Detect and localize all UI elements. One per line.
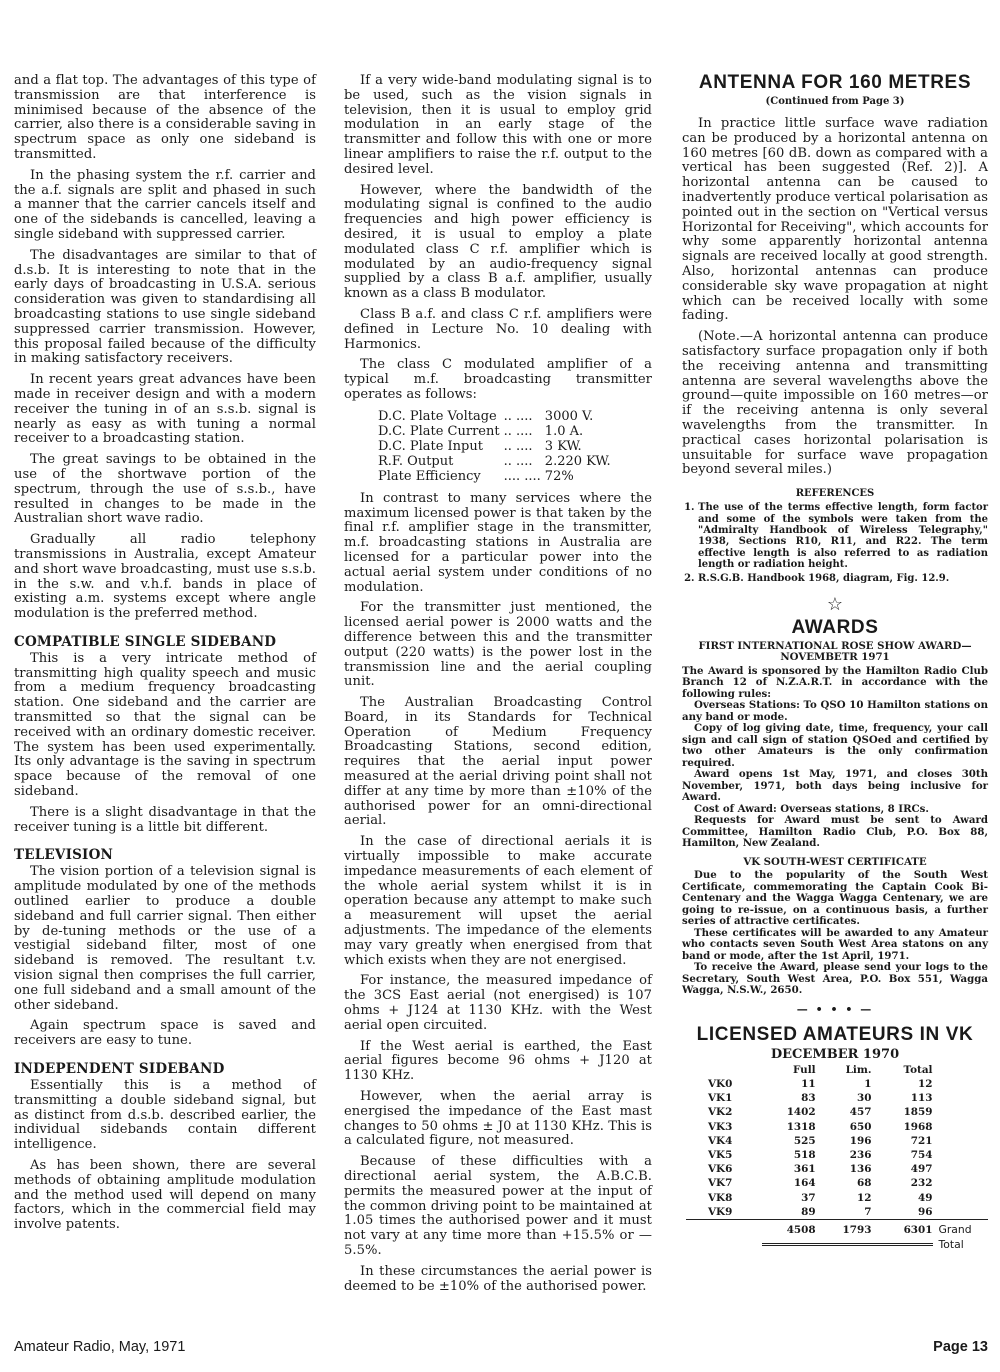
call-area: VK4	[708, 1134, 733, 1147]
total-count: 96	[918, 1205, 933, 1218]
paragraph: For the transmitter just mentioned, the licensed aerial power is 2000 watts and the difference between this and the transmitter output (220 watts) is the power lost in the transmission line and the aerial coupling unit.	[344, 600, 652, 690]
licensed-amateurs-date: DECEMBER 1970	[770, 1046, 900, 1062]
table-row	[686, 1176, 988, 1190]
award-paragraph: These certificates will be awarded to any Amateur who contacts seven South West Area statons on any band or mode, after the 1st April, 1971.	[682, 926, 988, 962]
award-south-west-title: VK SOUTH-WEST CERTIFICATE	[743, 855, 927, 868]
paragraph: In practice little surface wave radiation can be produced by a horizontal antenna on 160 metres [60 dB. down as compared with a vertical has been suggested (Ref. 2)]. A horizontal antenna can be caused to inadvertently produce vertical polarisation as pointed out in the section on "Vertical versus Horizontal for Receiving", which accounts for why some apparently horizontal antenna signals are received locally at good strength. Also, horizontal antennas can produce considerable sky wave propagation at night which can be received locally with some fading.	[682, 116, 988, 324]
full-count: 361	[793, 1163, 816, 1176]
spec-value: 1.0 A.	[544, 423, 584, 439]
award-paragraph: To receive the Award, please send your logs to the Secretary, South West Area, P.O. Box 551, Wagga Wagga, N.S.W., 2650.	[682, 961, 988, 997]
call-area: VK1	[708, 1092, 733, 1105]
spec-value: 2.220 KW.	[544, 453, 611, 469]
call-area: VK5	[708, 1149, 733, 1161]
spec-label: Plate Efficiency	[378, 468, 481, 484]
spec-label: R.F. Output	[378, 453, 454, 469]
spec-row	[378, 439, 615, 454]
award-paragraph: Requests for Award must be sent to Award Committee, Hamilton Radio Club, P.O. Box 88, Hamilton, New Zealand.	[682, 814, 988, 850]
spec-dots: .... ....	[503, 468, 541, 484]
paragraph: This is a very intricate method of transmitting high quality speech and music from a medium frequency broadcasting station. One sideband and the carrier are transmitted so that the signal can be received with an ordinary domestic receiver. The system has been used experimentally. Its only advantage is the saving in spectrum space because of the removal of one sideband.	[14, 650, 316, 800]
footer-page-number: Page 13	[933, 1339, 988, 1355]
grand-total-label: Total	[938, 1237, 964, 1251]
paragraph: However, where the bandwidth of the modulating signal is confined to the audio frequencies and high power efficiency is desired, it is usual to employ a plate modulated class C r.f. amplifier which is modulated by an audio-frequency signal supplied by a class B a.f. amplifier, usually known as a class B modulator.	[344, 182, 652, 302]
references-list	[682, 502, 988, 584]
paragraph: In these circumstances the aerial power is deemed to be ±10% of the authorised power.	[344, 1263, 652, 1294]
full-count: 89	[801, 1205, 816, 1218]
lim-count: 1	[864, 1078, 872, 1091]
star-icon: ☆	[826, 593, 844, 615]
lim-count: 7	[864, 1205, 872, 1218]
grand-total-lim: 1793	[816, 1219, 872, 1237]
spec-value: 3 KW.	[544, 438, 582, 454]
paragraph: There is a slight disadvantage in that the receiver tuning is a little bit different.	[14, 804, 316, 835]
total-count: 232	[910, 1177, 933, 1190]
paragraph: Because of these difficulties with a directional aerial system, the A.B.C.B. permits the measured power at the input of the common driving point to be maintained at 1.05 times the authorised power and it must not vary at any time more than +15.5% or —5.5%.	[344, 1154, 652, 1258]
paragraph: In contrast to many services where the maximum licensed power is that taken by the final r.f. amplifier stage in the transmitter, m.f. broadcasting stations in Australia are licensed for a particular power into the actual aerial system under conditions of no modulation.	[344, 490, 652, 595]
section-heading-independent-sideband: INDEPENDENT SIDEBAND	[14, 1061, 225, 1078]
total-count: 754	[910, 1149, 933, 1161]
awards-title: AWARDS	[791, 616, 879, 638]
total-count: 113	[910, 1092, 933, 1105]
full-count: 164	[793, 1177, 816, 1190]
total-count: 497	[910, 1163, 933, 1176]
spec-label: D.C. Plate Voltage	[378, 408, 497, 424]
paragraph: In the case of directional aerials it is virtually impossible to make accurate impedance measurements of each element of the whole aerial system whilst it is in operation because any attempt to make such a measurement will upset the aerial adjustments. The impedance of the elements may vary greatly when energised from that which exists when they are not energised.	[344, 834, 652, 968]
total-count: 721	[910, 1134, 933, 1147]
lim-count: 457	[849, 1106, 872, 1119]
column-middle	[344, 74, 652, 1300]
spec-value: 72%	[544, 468, 574, 484]
paragraph: The Australian Broadcasting Control Board, in its Standards for Technical Operation of Medium Frequency Broadcasting Stations, second edition, requires that the aerial input power measured at the aerial driving point shall not differ at any time by more than ±10% of the authorised power for an omni-directional aerial.	[344, 695, 652, 829]
award-paragraph: Award opens 1st May, 1971, and closes 30th November, 1971, both days being inclusive for Award.	[682, 768, 988, 804]
reference-item: 2. R.S.G.B. Handbook 1968, diagram, Fig. 12.9.	[698, 573, 988, 584]
table-row	[686, 1162, 988, 1176]
grand-total-total: 6301	[871, 1219, 932, 1237]
paragraph: (Note.—A horizontal antenna can produce satisfactory surface propagation only if both the receiving antenna and transmitting antenna are several wavelengths above the ground—quite impossible on 160 metres—or if the receiving antenna is only several wavelengths from the transmitter. In practical cases horizontal polarisation is unsuitable for surface wave propagation beyond several miles.)	[682, 329, 988, 478]
table-row	[686, 1134, 988, 1148]
licensed-amateurs-title: LICENSED AMATEURS IN VK	[696, 1023, 974, 1045]
award-rose-show-title: FIRST INTERNATIONAL ROSE SHOW AWARD—NOVEMBETR 1971	[698, 639, 972, 664]
paragraph: The vision portion of a television signal is amplitude modulated by one of the methods outlined earlier to produce a double sideband and full carrier signal. Then either by de-tuning methods or the use of a vestigial sideband filter, most of one sideband is removed. The resultant t.v. vision signal then comprises the full carrier, one full sideband and a small amount of the other sideband.	[14, 864, 316, 1013]
call-area: VK2	[708, 1106, 733, 1119]
transmitter-spec-table	[378, 409, 615, 484]
continued-note: (Continued from Page 3)	[765, 96, 905, 107]
article-title-antenna: ANTENNA FOR 160 METRES	[698, 72, 972, 93]
table-row	[686, 1148, 988, 1162]
call-area: VK6	[708, 1163, 733, 1176]
paragraph: In recent years great advances have been made in receiver design and with a modern receiver the tuning in of an s.s.b. signal is nearly as easy as with tuning a normal receiver to a broadcasting station.	[14, 372, 316, 447]
full-count: 11	[801, 1078, 816, 1091]
award-paragraph: Due to the popularity of the South West Certificate, commemorating the Captain Cook Bi-Centenary and the Wagga Wagga Centenary, we are going to re-issue, on a continuous basis, a further series of attractive certificates.	[682, 869, 988, 928]
paragraph: The great savings to be obtained in the use of the shortwave portion of the spectrum, through the use of s.s.b., have resulted in changes to be made in the Australian short wave radio.	[14, 452, 316, 527]
spec-row	[378, 469, 615, 484]
paragraph: Gradually all radio telephony transmissions in Australia, except Amateur and short wave broadcasting, must use s.s.b. in the s.w. and v.h.f. bands in place of existing a.m. systems except where angle modulation is the preferred method.	[14, 532, 316, 622]
lim-count: 12	[856, 1191, 872, 1204]
table-header-row	[686, 1063, 988, 1077]
full-count: 83	[801, 1092, 816, 1105]
table-row	[686, 1190, 988, 1204]
award-paragraph: Cost of Award: Overseas stations, 8 IRCs.	[694, 802, 929, 815]
call-area: VK0	[708, 1078, 733, 1091]
call-area: VK3	[708, 1120, 733, 1133]
footer-publication: Amateur Radio, May, 1971	[14, 1339, 186, 1355]
spec-value: 3000 V.	[544, 408, 594, 424]
full-count: 518	[793, 1149, 816, 1161]
paragraph: In the phasing system the r.f. carrier and the a.f. signals are split and phased in such a manner that the carrier cancels itself and one of the sidebands is cancelled, leaving a single sideband with suppressed carrier.	[14, 167, 316, 242]
section-heading-television: TELEVISION	[14, 847, 114, 864]
spec-dots: .. ....	[503, 438, 533, 454]
award-paragraph: Copy of log giving date, time, frequency, your call sign and call sign of station QSOed and certified by two other Amateurs is the only confirmation required.	[682, 722, 988, 769]
spec-dots: .. ....	[503, 423, 533, 439]
column-header: Lim.	[845, 1063, 872, 1076]
spec-row	[378, 424, 615, 439]
grand-total-full: 4508	[762, 1219, 816, 1237]
section-separator: — • • • —	[796, 1002, 874, 1016]
paragraph: and a flat top. The advantages of this type of transmission are that interference is minimised because of the absence of the carrier, also there is a considerable saving in spectrum space as only one sideband is transmitted.	[14, 73, 316, 162]
lim-count: 136	[849, 1163, 872, 1176]
table-row	[686, 1091, 988, 1105]
table-total-label-row	[686, 1237, 988, 1251]
table-row	[686, 1105, 988, 1119]
paragraph: The disadvantages are similar to that of d.s.b. It is interesting to note that in the early days of broadcasting in U.S.A. serious consideration was given to standardising all broadcasting stations to use single sideband suppressed carrier transmission. However, this proposal failed because of the difficulty in making satisfactory receivers.	[14, 247, 316, 367]
award-paragraph: Overseas Stations: To QSO 10 Hamilton stations on any band or mode.	[682, 699, 988, 723]
full-count: 1318	[786, 1120, 816, 1133]
call-area: VK8	[708, 1191, 733, 1204]
call-area: VK7	[708, 1177, 733, 1190]
spec-row	[378, 409, 615, 424]
table-row	[686, 1205, 988, 1220]
lim-count: 196	[849, 1134, 872, 1147]
table-row	[686, 1120, 988, 1134]
paragraph: If the West aerial is earthed, the East aerial figures become 96 ohms + J120 at 1130 KHz.	[344, 1038, 652, 1084]
paragraph: For instance, the measured impedance of the 3CS East aerial (not energised) is 107 ohms + J124 at 1130 KHz. with the West aerial open circuited.	[344, 973, 652, 1033]
total-count: 49	[918, 1191, 933, 1204]
references-heading: REFERENCES	[795, 488, 875, 500]
spec-row	[378, 454, 615, 469]
section-heading-compatible-single-sideband: COMPATIBLE SINGLE SIDEBAND	[14, 633, 277, 650]
spec-dots: .. ....	[503, 453, 533, 469]
lim-count: 650	[849, 1120, 872, 1133]
paragraph: However, when the aerial array is energised the impedance of the East mast changes to 50 ohms ± J0 at 1130 KHz. This is a calculated figure, not measured.	[344, 1089, 652, 1149]
grand-total-label: Grand	[933, 1219, 989, 1237]
total-count: 1859	[903, 1106, 933, 1119]
paragraph: If a very wide-band modulating signal is to be used, such as the vision signals in television, then it is usual to employ grid modulation in an early stage of the transmitter and follow this with one or more linear amplifiers to raise the r.f. output to the desired level.	[344, 73, 652, 177]
licensed-amateurs-table	[686, 1063, 988, 1251]
spec-label: D.C. Plate Input	[378, 438, 483, 454]
lim-count: 236	[849, 1149, 872, 1161]
paragraph: Again spectrum space is saved and receivers are easy to tune.	[14, 1018, 316, 1049]
spec-dots: .. ....	[503, 408, 533, 424]
full-count: 525	[793, 1134, 816, 1147]
award-paragraph: The Award is sponsored by the Hamilton Radio Club Branch 12 of N.Z.A.R.T. in accordance with the following rules:	[682, 664, 988, 700]
column-left	[14, 74, 316, 1239]
total-count: 1968	[903, 1120, 933, 1133]
reference-item: 1. The use of the terms effective length, form factor and some of the symbols were taken from the "Admiralty Handbook of Wireless Telegraphy," 1938, Sections R10, R11, and R22. The term effective length is also referred to as radiation length or radiation height.	[698, 502, 988, 570]
paragraph: The class C modulated amplifier of a typical m.f. broadcasting transmitter operates as follows:	[344, 357, 652, 402]
paragraph: Class B a.f. and class C r.f. amplifiers were defined in Lecture No. 10 dealing with Harmonics.	[344, 306, 652, 352]
lim-count: 30	[856, 1092, 872, 1105]
total-count: 12	[918, 1078, 933, 1091]
paragraph: As has been shown, there are several methods of obtaining amplitude modulation and the method used will depend on many factors, which in the commercial field may involve patents.	[14, 1158, 316, 1233]
paragraph: Essentially this is a method of transmitting a double sideband signal, but as distinct from d.s.b. described earlier, the individual sidebands contain different intelligence.	[14, 1078, 316, 1153]
column-header: Total	[903, 1063, 933, 1076]
full-count: 37	[801, 1191, 816, 1204]
full-count: 1402	[786, 1106, 816, 1119]
call-area: VK9	[708, 1205, 733, 1218]
column-header: Full	[792, 1063, 816, 1076]
column-right	[682, 72, 988, 1251]
spec-label: D.C. Plate Current	[378, 423, 500, 439]
table-row	[686, 1077, 988, 1091]
lim-count: 68	[856, 1177, 872, 1190]
table-total-row	[686, 1219, 988, 1237]
